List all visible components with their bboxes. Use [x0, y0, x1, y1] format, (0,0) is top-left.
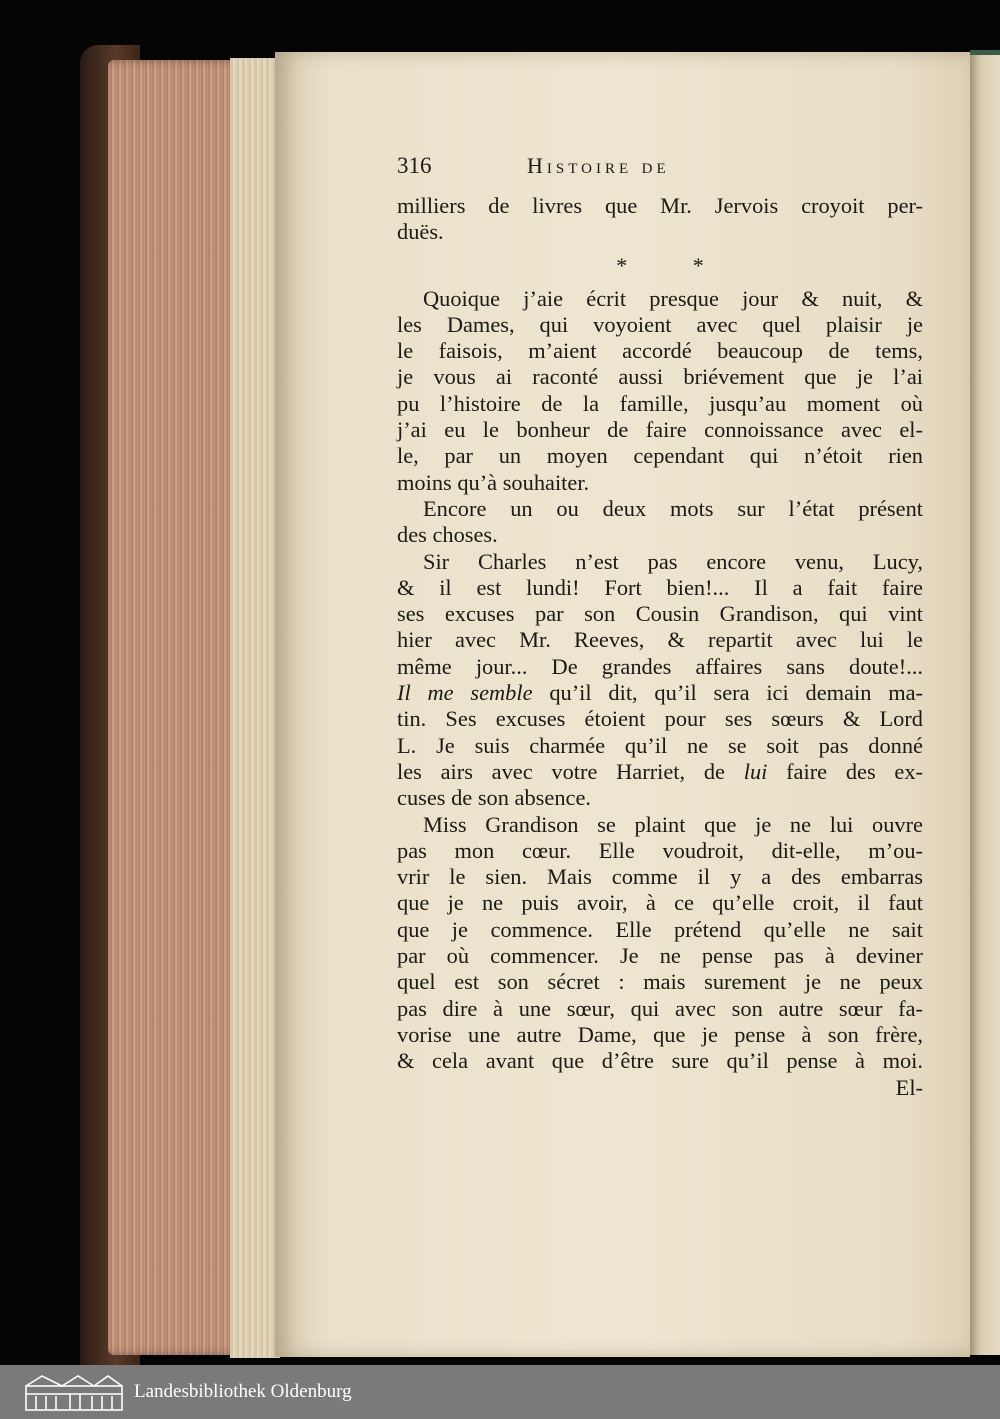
- text-line: [397, 193, 923, 219]
- text-line: [397, 575, 923, 601]
- text-line: [397, 785, 923, 811]
- text-segment: ses excuses par son Cousin Grandison, qui vint: [397, 601, 923, 627]
- text-line: [397, 812, 923, 838]
- text-segment: cuses de son absence.: [397, 785, 591, 811]
- text-segment: pas mon cœur. Elle voudroit, dit-elle, m’ou-: [397, 837, 923, 863]
- text-segment: vorise une autre Dame, que je pense à son frère,: [397, 1021, 923, 1047]
- text-line: [397, 364, 923, 390]
- text-segment: quel est son sécret : mais surement je ne peux: [397, 969, 923, 995]
- text-segment: Encore un ou deux mots sur l’état présent: [423, 495, 923, 521]
- text-segment: Miss Grandison se plaint que je ne lui ouvre: [423, 811, 923, 837]
- text-line: [397, 1022, 923, 1048]
- footer-institution-name: Landesbibliothek Oldenburg: [134, 1381, 352, 1402]
- text-line: [397, 443, 923, 469]
- text-line: [397, 286, 923, 312]
- text-segment: L. Je suis charmée qu’il ne se soit pas donné: [397, 732, 923, 758]
- text-segment: que je commence. Elle prétend qu’elle ne sait: [397, 916, 923, 942]
- text-line: [397, 838, 923, 864]
- text-segment: le, par un moyen cependant qui n’étoit rien: [397, 443, 923, 469]
- text-segment: pas dire à une sœur, qui avec son autre sœur fa-: [397, 995, 923, 1021]
- text-segment: des choses.: [397, 522, 498, 548]
- text-line: [397, 733, 923, 759]
- text-line: [397, 417, 923, 443]
- text-line: [397, 654, 923, 680]
- library-logo-icon: [22, 1372, 126, 1412]
- italic-segment: lui: [743, 758, 768, 784]
- text-line: [397, 969, 923, 995]
- text-segment: les Dames, qui voyoient avec quel plaisir je: [397, 311, 923, 337]
- text-segment: hier avec Mr. Reeves, & repartit avec lui le: [397, 627, 923, 653]
- catchword: El-: [895, 1074, 923, 1100]
- text-segment: je vous ai raconté aussi briévement que je l’ai: [397, 364, 923, 390]
- text-segment: j’ai eu le bonheur de faire connoissance avec el-: [397, 417, 923, 443]
- section-ornament: * *: [616, 252, 734, 278]
- text-line: [397, 943, 923, 969]
- text-segment: que je ne puis avoir, à ce qu’elle croit, il faut: [397, 890, 923, 916]
- text-line: [397, 496, 923, 522]
- text-segment: moins qu’à souhaiter.: [397, 469, 590, 495]
- text-segment: tin. Ses excuses étoient pour ses sœurs & Lord: [397, 706, 923, 732]
- text-lines: [397, 193, 923, 1075]
- text-line: [397, 601, 923, 627]
- text-segment: milliers de livres que Mr. Jervois croyoit per-: [397, 193, 923, 218]
- text-line: [397, 522, 923, 548]
- text-line: [397, 391, 923, 417]
- page-header: [397, 153, 923, 193]
- text-segment: & cela avant que d’être sure qu’il pense à moi.: [397, 1048, 923, 1074]
- text-segment: le faisois, m’aient accordé beaucoup de tems,: [397, 338, 923, 364]
- text-line: [397, 1048, 923, 1074]
- facing-page: [968, 55, 1000, 1355]
- text-line: [397, 219, 923, 245]
- text-line: [397, 627, 923, 653]
- text-line: [397, 706, 923, 732]
- text-segment: Quoique j’aie écrit presque jour & nuit, &: [423, 285, 923, 311]
- text-segment: pu l’histoire de la famille, jusqu’au moment où: [397, 390, 923, 416]
- page-number: 316: [397, 153, 432, 178]
- text-segment: Sir Charles n’est pas encore venu, Lucy,: [423, 548, 923, 574]
- text-segment: par où commencer. Je ne pense pas à deviner: [397, 943, 923, 969]
- text-segment: qu’il dit, qu’il sera ici demain ma-: [532, 680, 924, 706]
- page-edges-inner: [230, 58, 280, 1358]
- text-segment: vrir le sien. Mais comme il y a des embarras: [397, 864, 923, 890]
- footer-bar: [0, 1365, 1000, 1419]
- text-line: [397, 470, 923, 496]
- text-line: [397, 549, 923, 575]
- text-line: [397, 312, 923, 338]
- text-line: [397, 759, 923, 785]
- text-line: [397, 996, 923, 1022]
- text-segment: même jour... De grandes affaires sans doute!...: [397, 653, 923, 679]
- text-line: [397, 680, 923, 706]
- text-line: [397, 338, 923, 364]
- text-segment: duës.: [397, 219, 444, 245]
- text-line: [397, 890, 923, 916]
- text-line: [397, 917, 923, 943]
- text-line: [397, 864, 923, 890]
- running-head: Histoire de: [527, 153, 670, 178]
- italic-segment: Il me semble: [397, 680, 533, 706]
- text-segment: & il est lundi! Fort bien!... Il a fait faire: [397, 574, 923, 600]
- page-text-block: [397, 153, 923, 1101]
- text-segment: les airs avec votre Harriet, de: [397, 758, 744, 784]
- text-segment: faire des ex-: [767, 758, 923, 784]
